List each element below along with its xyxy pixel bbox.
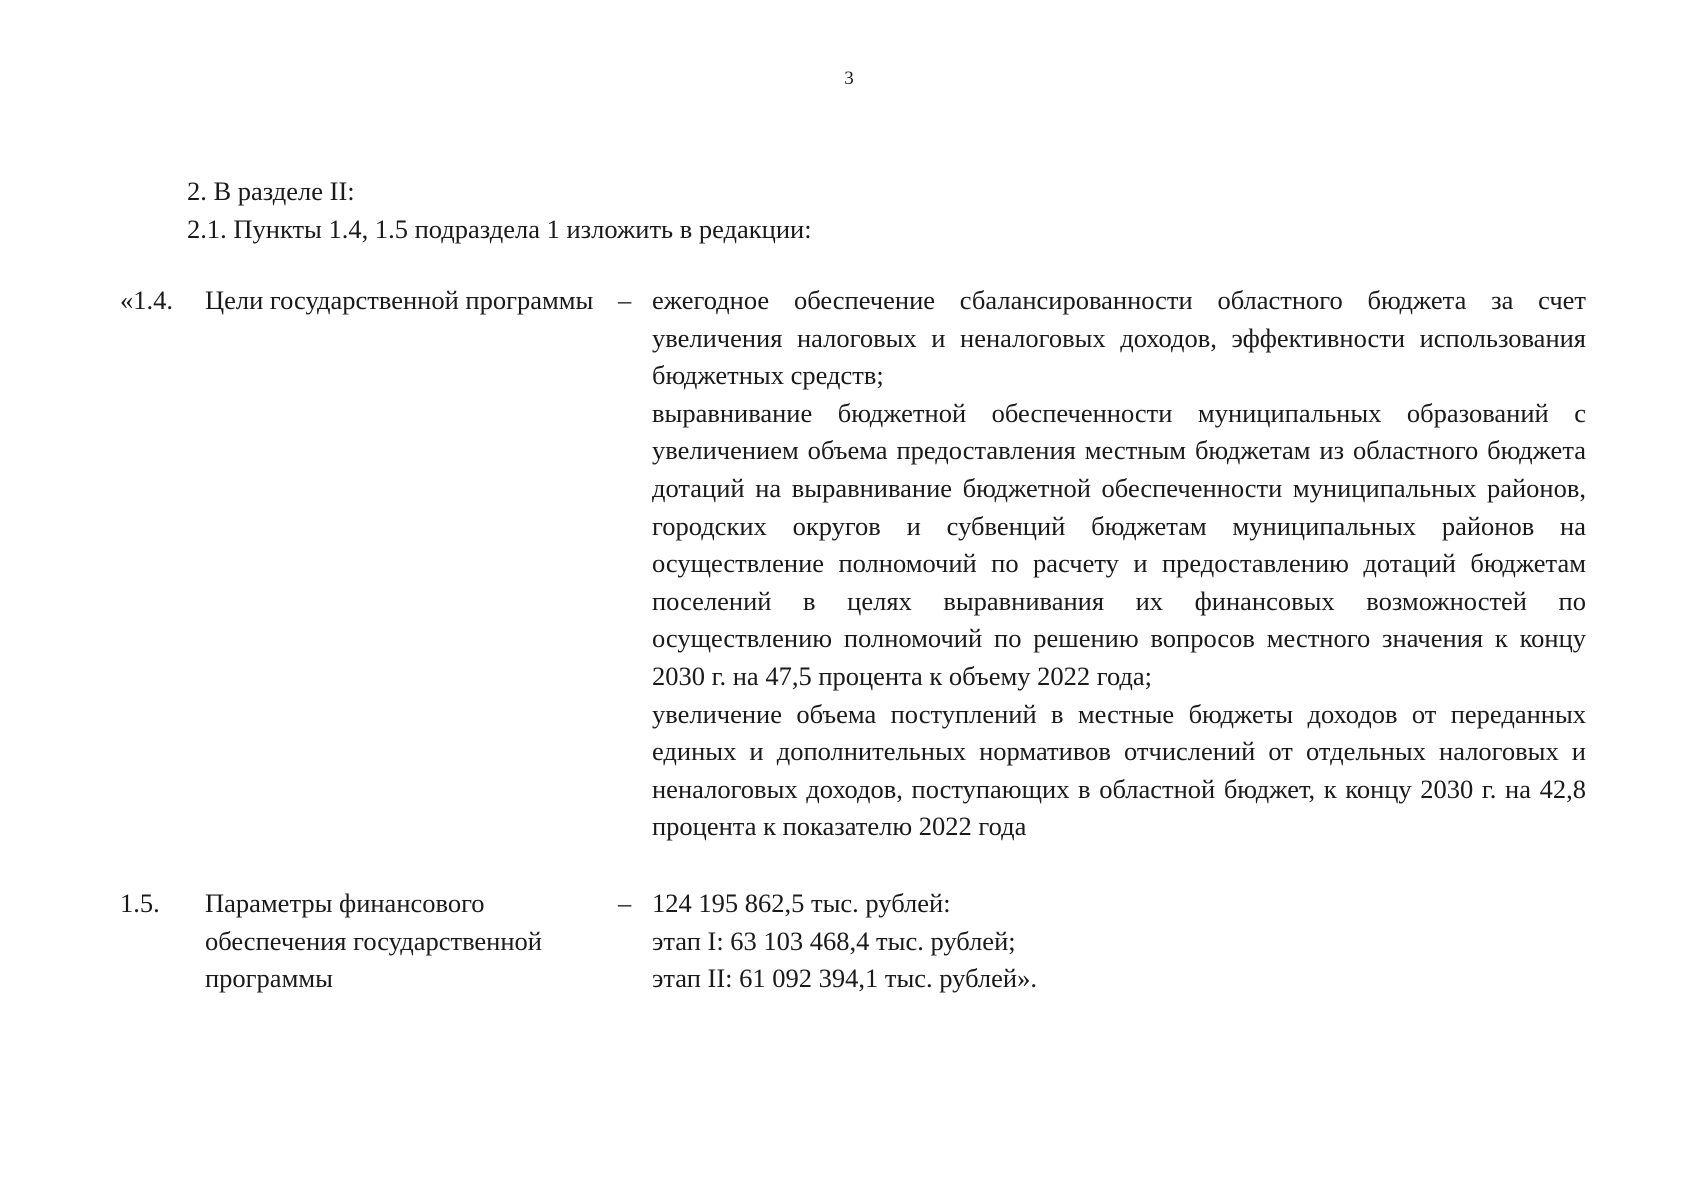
item-content — [652, 885, 1586, 998]
item-dash: – — [618, 285, 632, 315]
item-dash: – — [618, 888, 632, 918]
content-paragraph: этап II: 61 092 394,1 тыс. рублей». — [652, 963, 1037, 994]
item-name: Параметры финансового обеспечения государственной программы — [205, 888, 542, 994]
content-paragraph: увеличение объема поступлений в местные бюджеты доходов от переданных единых и дополнительных нормативов отчислений от отдельных налоговых и неналоговых доходов, поступающих в областной бюджет, к концу 2030 г. на 42,8 процента к показателю 2022 года — [652, 698, 1586, 842]
content-paragraph: ежегодное обеспечение сбалансированности областного бюджета за счет увеличения налоговых и неналоговых доходов, эффективности использования бюджетных средств; — [652, 285, 1586, 391]
content-paragraph: выравнивание бюджетной обеспеченности муниципальных образований с увеличением объема предоставления местным бюджетам из областного бюджета дотаций на выравнивание бюджетной обеспеченности муниципальных районов, городских округов и субвенций бюджетам муниципальных районов на осуществление полномочий по расчету и предоставлению дотаций бюджетам поселений в целях выравнивания их финансовых возможностей по осуществлению полномочий по решению вопросов местного значения к концу 2030 г. на 47,5 процента к объему 2022 года; — [652, 397, 1586, 691]
item-content — [652, 282, 1586, 846]
intro-line-section: 2. В разделе II: — [187, 176, 355, 206]
item-name: Цели государственной программы — [205, 285, 594, 315]
content-paragraph: этап I: 63 103 468,4 тыс. рублей; — [652, 925, 1016, 956]
item-number: 1.5. — [120, 888, 160, 918]
intro-line-instruction: 2.1. Пункты 1.4, 1.5 подраздела 1 изложить в редакции: — [187, 214, 812, 244]
item-number: «1.4. — [120, 285, 173, 315]
page-number: 3 — [844, 68, 854, 89]
content-paragraph: 124 195 862,5 тыс. рублей: — [652, 888, 951, 918]
